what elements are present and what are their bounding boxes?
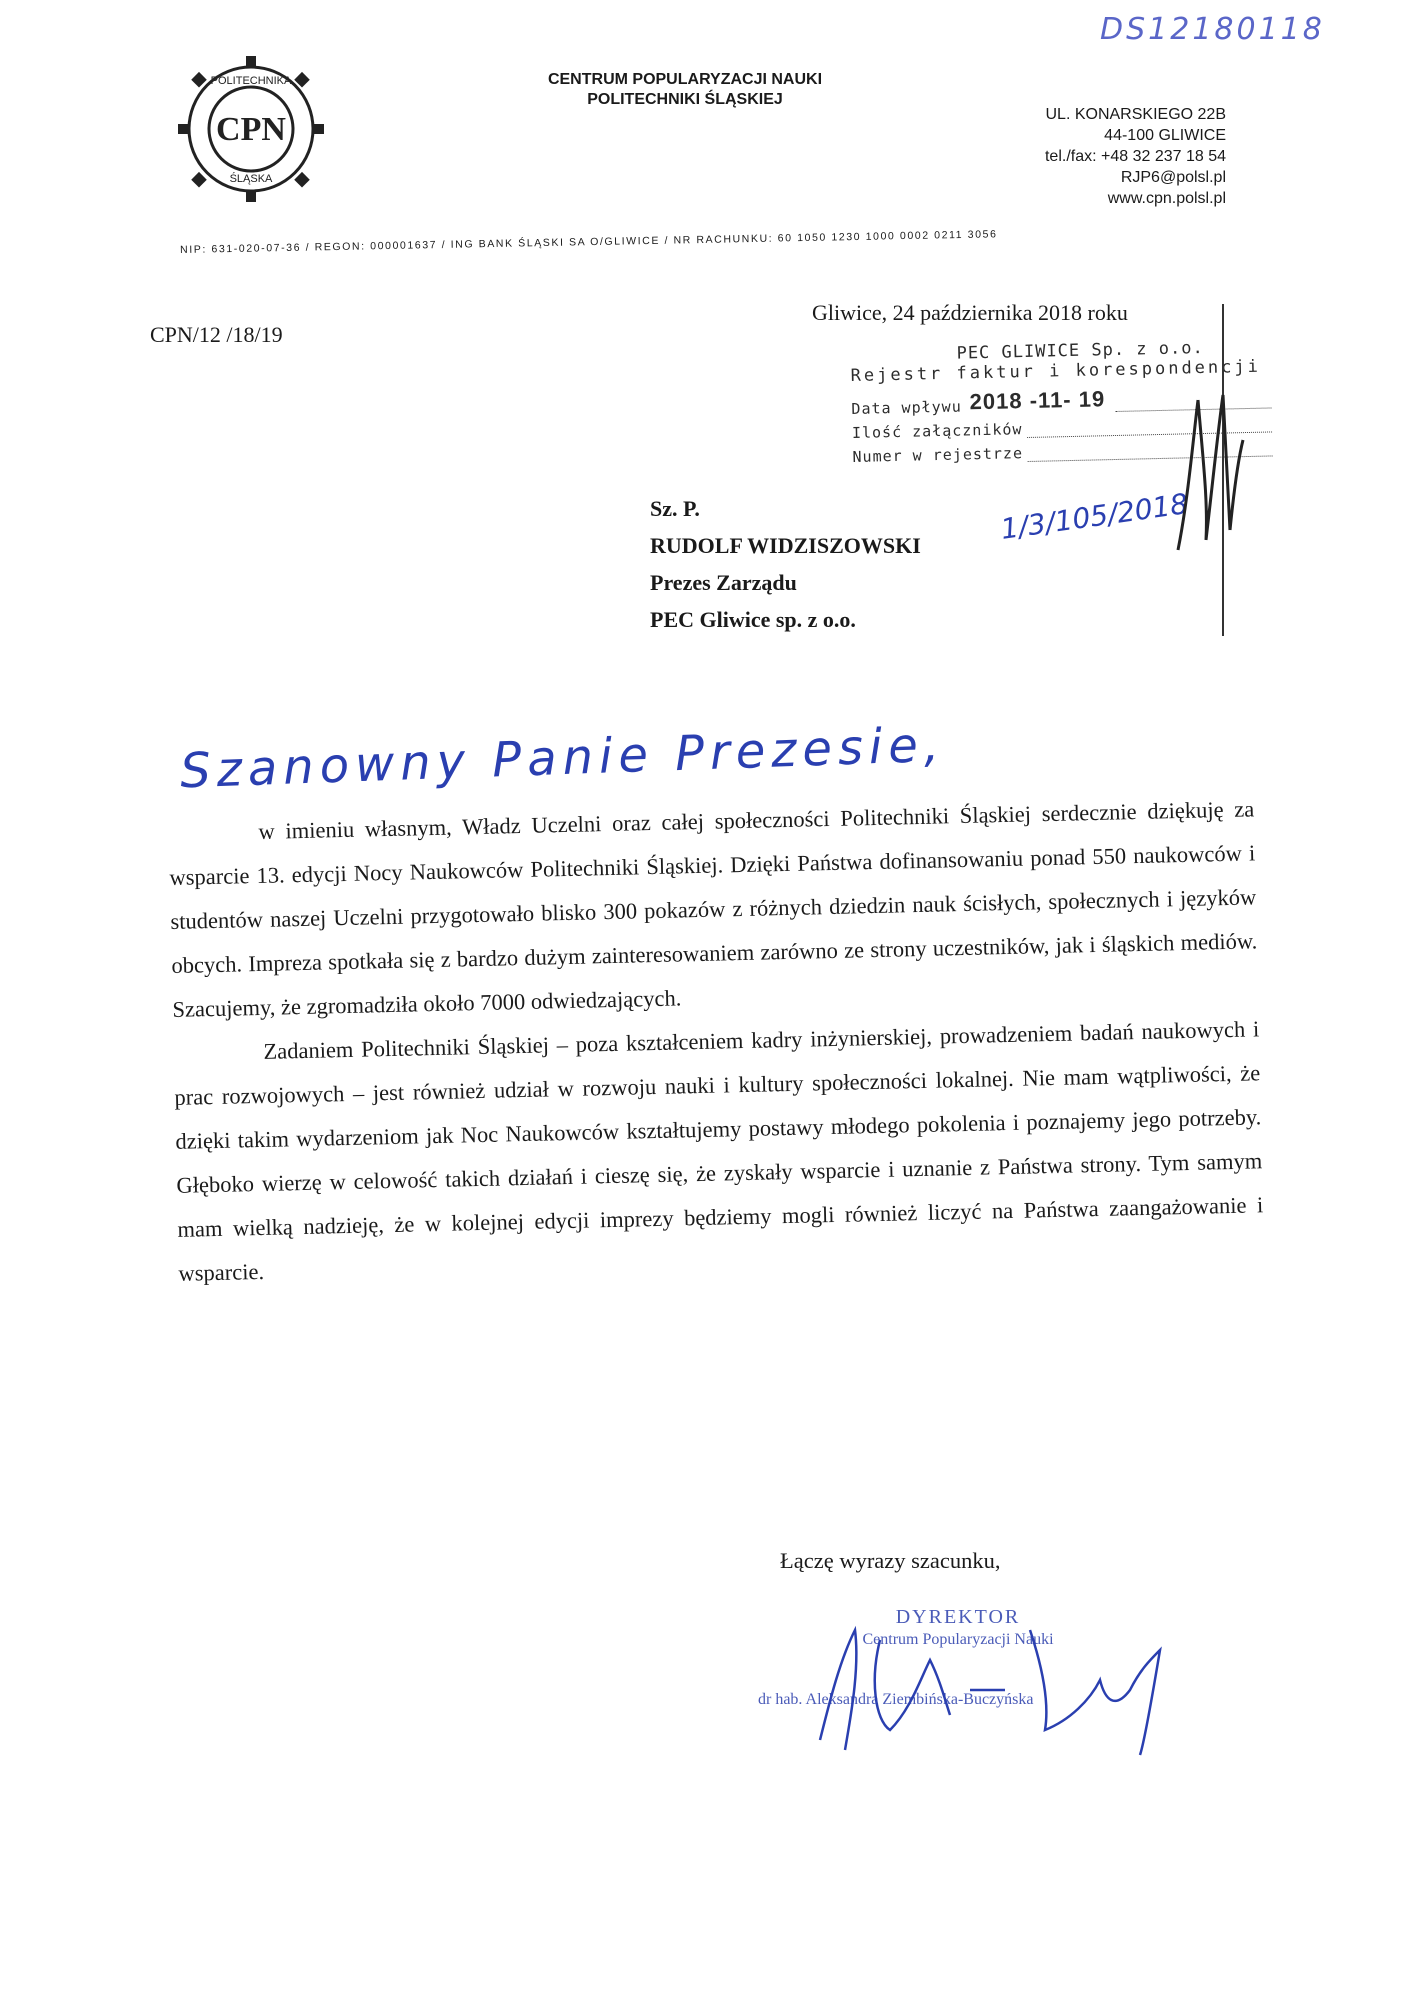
director-signature-icon <box>800 1620 1220 1760</box>
logo-center-text: CPN <box>216 111 286 148</box>
addressee-block <box>650 490 921 638</box>
letter-body <box>168 787 1265 1296</box>
stamp-title: Rejestr faktur i korespondencji <box>850 356 1262 386</box>
addressee-name: RUDOLF WIDZISZOWSKI <box>650 533 921 558</box>
director-title: DYREKTOR <box>895 1606 1021 1628</box>
stamp-attachments-label: Ilość załączników <box>851 420 1023 442</box>
director-unit: Centrum Popularyzacji Nauki <box>862 1631 1054 1648</box>
body-paragraph-2: Zadaniem Politechniki Śląskiej – poza kształceniem kadry inżynierskiej, prowadzeniem badań naukowych i prac rozwojowych – jest również udział w rozwoju nauki i kultury społeczności lokalnej. Nie mam wątpliwości, że dzięki takim wydarzeniom jak Noc Naukowców kształtujemy postawy młodego pokolenia i poznajemy jego potrzeby. Głęboko wierzę w celowość takich działań i cieszę się, że zyskały wsparcie i uznanie z Państwa strony. Tym samym mam wielką nadzieję, że w kolejnej edycji imprezy będziemy mogli również liczyć na Państwa zaangażowanie i wsparcie. <box>174 1016 1264 1286</box>
stamp-register-label: Numer w rejestrze <box>852 444 1024 466</box>
stamp-company: PEC GLIWICE Sp. z o.o. <box>956 337 1204 364</box>
logo-top-text: POLITECHNIKA <box>210 75 292 87</box>
stamp-received-label: Data wpływu <box>851 397 962 418</box>
place-and-date: Gliwice, 24 października 2018 roku <box>812 300 1128 325</box>
handwritten-registration-number: DS12180118 <box>1100 12 1325 47</box>
bank-details-line: NIP: 631-020-07-36 / REGON: 000001637 / ING BANK ŚLĄSKI SA O/GLIWICE / NR RACHUNKU: 60 1050 1230 1000 0002 0211 3056 <box>180 228 998 256</box>
closing: Łączę wyrazy szacunku, <box>780 1548 1001 1573</box>
phone: tel./fax: +48 32 237 18 54 <box>1044 148 1226 165</box>
stamp-received-date: 2018 -11- 19 <box>969 386 1106 415</box>
initials-signature-icon <box>1168 380 1248 560</box>
reference-number: CPN/12 /18/19 <box>150 322 283 347</box>
address: UL. KONARSKIEGO 22B <box>1045 106 1226 123</box>
website-link[interactable]: www.cpn.polsl.pl <box>1107 190 1226 207</box>
org-name-line1: CENTRUM POPULARYZACJI NAUKI <box>547 71 823 88</box>
email-link[interactable]: RJP6@polsl.pl <box>1120 169 1226 186</box>
contact-block <box>960 104 1226 209</box>
cpn-logo-icon <box>176 54 326 204</box>
body-paragraph-1: w imieniu własnym, Władz Uczelni oraz całej społeczności Politechniki Śląskiej serdecznie dziękuję za wsparcie 13. edycji Nocy Naukowców Politechniki Śląskiej. Dzięki Państwa dofinansowaniu ponad 550 naukowców i studentów naszej Uczelni przygotowało blisko 300 pokazów z różnych dziedzin nauk ścisłych, społecznych i języków obcych. Impreza spotkała się z bardzo dużym zainteresowaniem zarówno ze strony uczestników, jak i śląskich mediów. Szacujemy, że zgromadziła około 7000 odwiedzających. <box>169 796 1258 1022</box>
director-name: dr hab. Aleksandra Ziembińska-Buczyńska <box>758 1691 1034 1708</box>
logo-bottom-text: ŚLĄSKA <box>229 173 273 185</box>
org-name <box>470 70 900 110</box>
handwritten-salutation: Szanowny Panie Prezesie, <box>179 716 946 800</box>
city: 44-100 GLIWICE <box>1104 127 1226 144</box>
addressee-role: Prezes Zarządu <box>650 570 797 595</box>
addressee-company: PEC Gliwice sp. z o.o. <box>650 607 856 632</box>
stamp-handwritten-number: 1/3/105/2018 <box>998 487 1191 546</box>
org-name-line2: POLITECHNIKI ŚLĄSKIEJ <box>587 91 783 108</box>
addressee-honorific: Sz. P. <box>650 496 700 521</box>
